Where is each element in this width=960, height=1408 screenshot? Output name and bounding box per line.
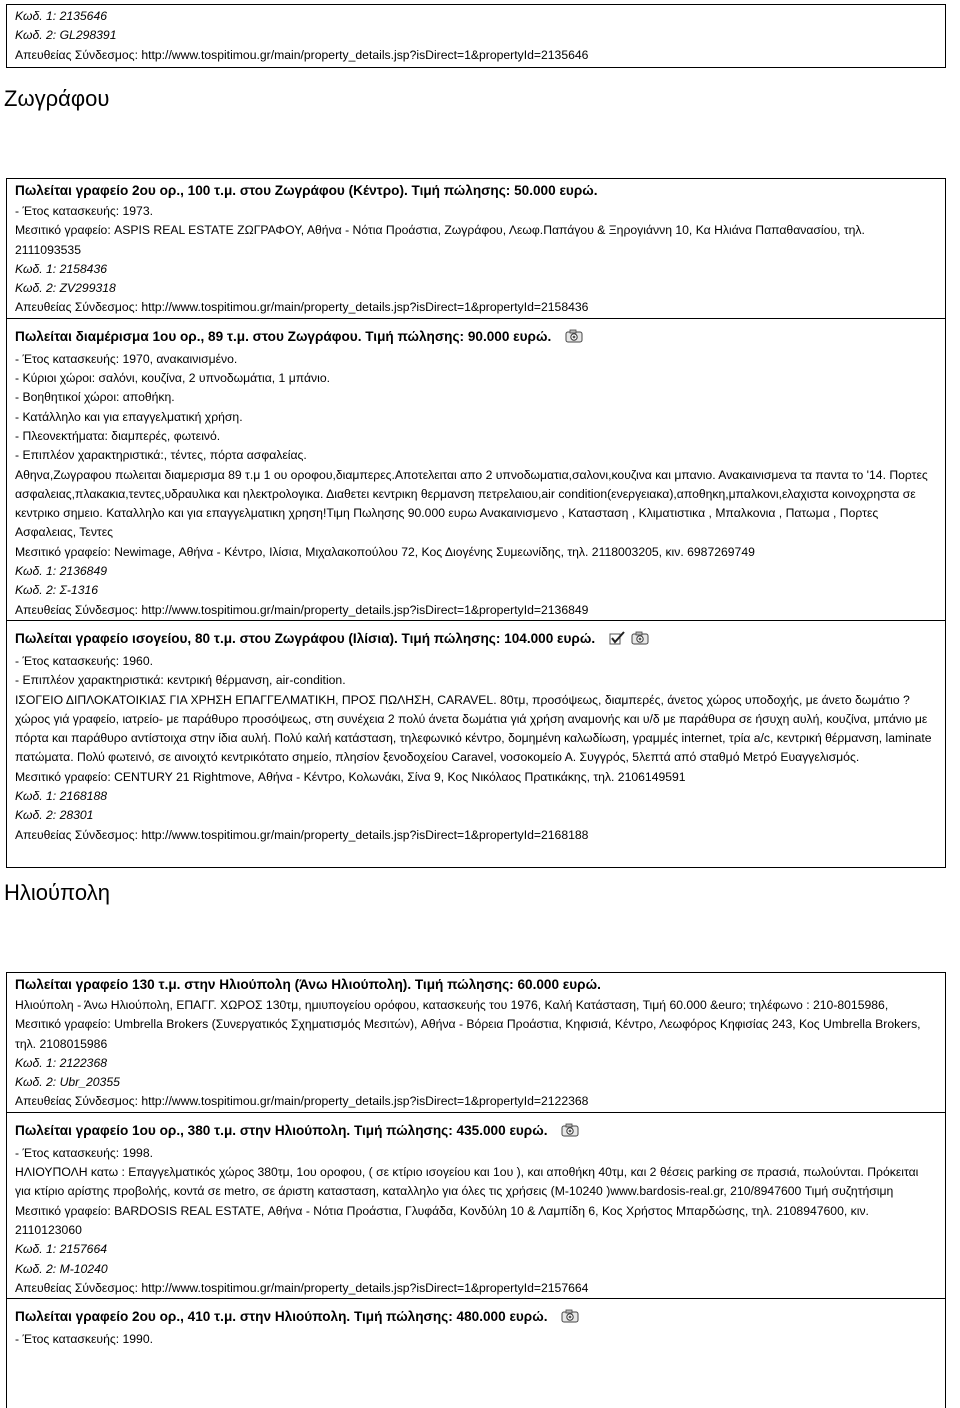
listing-year: - Έτος κατασκευής: 1970, ανακαινισμένο.: [15, 351, 238, 366]
direct-link[interactable]: Απευθείας Σύνδεσμος: http://www.tospitimou.gr/main/property_details.jsp?isDirect=1&propertyId=2122368: [15, 1094, 589, 1109]
camera-icon[interactable]: [565, 329, 583, 349]
camera-icon[interactable]: [561, 1309, 579, 1329]
checkmark-icon: [609, 631, 625, 651]
listing-year: - Έτος κατασκευής: 1998.: [15, 1145, 153, 1160]
listing-aux: - Βοηθητικοί χώροι: αποθήκη.: [15, 390, 175, 405]
section-heading-zografou: Ζωγράφου: [4, 86, 110, 111]
direct-link[interactable]: Απευθείας Σύνδεσμος: http://www.tospitimou.gr/main/property_details.jsp?isDirect=1&propertyId=2158436: [15, 300, 589, 315]
direct-link[interactable]: Απευθείας Σύνδεσμος: http://www.tospitimou.gr/main/property_details.jsp?isDirect=1&propertyId=2135646: [15, 47, 589, 62]
direct-link[interactable]: Απευθείας Σύνδεσμος: http://www.tospitimou.gr/main/property_details.jsp?isDirect=1&propertyId=2157664: [15, 1280, 589, 1295]
listing-extra: - Επιπλέον χαρακτηριστικά: κεντρική θέρμανση, air-condition.: [15, 673, 346, 688]
listing-top-fragment: [6, 4, 946, 68]
divider: [7, 1298, 945, 1299]
code-2: Κωδ. 2: ZV299318: [15, 281, 116, 296]
code-1: Κωδ. 1: 2135646: [15, 9, 108, 23]
listing-title: Πωλείται γραφείο 1ου ορ., 380 τ.μ. στην Ηλιούπολη. Τιμή πώλησης: 435.000 ευρώ.: [15, 1121, 937, 1143]
listing-description: ΗΛΙΟΥΠΟΛΗ κατω : Επαγγελματικός χώρος 380τμ, 1ου οροφου, ( σε κτίριο ισογείου και 1ου ), και αποθήκη 40τμ, και 2 θέσεις parking σε πρασιά, πωλούνται. Πρόκειται για κτίριο αρίστης προβολής, κοντά σε metro, σε άριστη κατασταση, καταλληλο για όλες τις χρήσεις (Μ-10240 )www.bardosis-real.gr, 210/8947600 Τιμή συζητήσιμη: [15, 1165, 919, 1199]
listing-year: - Έτος κατασκευής: 1960.: [15, 653, 153, 668]
divider: [7, 318, 945, 319]
listing-rooms: - Κύριοι χώροι: σαλόνι, κουζίνα, 2 υπνοδωμάτια, 1 μπάνιο.: [15, 371, 330, 386]
listing-title: Πωλείται γραφείο ισογείου, 80 τ.μ. στου Ζωγράφου (Ιλίσια). Τιμή πώλησης: 104.000 ευρώ.: [15, 629, 937, 651]
divider: [7, 620, 945, 621]
section-heading-ilioupoli: Ηλιούπολη: [4, 880, 110, 905]
listing-extra: - Επιπλέον χαρακτηριστικά:, τέντες, πόρτα ασφαλείας.: [15, 448, 307, 463]
listing-year: - Έτος κατασκευής: 1973.: [15, 204, 153, 218]
direct-link[interactable]: Απευθείας Σύνδεσμος: http://www.tospitimou.gr/main/property_details.jsp?isDirect=1&propertyId=2168188: [15, 827, 589, 842]
code-1: Κωδ. 1: 2136849: [15, 564, 108, 579]
code-1: Κωδ. 1: 2157664: [15, 1242, 108, 1257]
listing-pros: - Πλεονεκτήματα: διαμπερές, φωτεινό.: [15, 428, 221, 443]
listing-group-ilioupoli: [6, 972, 946, 1408]
direct-link[interactable]: Απευθείας Σύνδεσμος: http://www.tospitimou.gr/main/property_details.jsp?isDirect=1&propertyId=2136849: [15, 602, 589, 617]
listing-title: Πωλείται γραφείο 2ου ορ., 100 τ.μ. στου Ζωγράφου (Κέντρο). Τιμή πώλησης: 50.000 ευρώ.: [15, 183, 598, 198]
code-1: Κωδ. 1: 2168188: [15, 789, 108, 804]
listing-agent-phone: 2111093535: [15, 242, 81, 257]
divider: [7, 1112, 945, 1113]
listing-title: Πωλείται διαμέρισμα 1ου ορ., 89 τ.μ. στου Ζωγράφου. Τιμή πώλησης: 90.000 ευρώ.: [15, 327, 937, 349]
code-2: Κωδ. 2: 28301: [15, 808, 94, 823]
camera-icon[interactable]: [561, 1123, 579, 1143]
code-2: Κωδ. 2: Ubr_20355: [15, 1075, 120, 1090]
code-2: Κωδ. 2: Σ-1316: [15, 583, 99, 598]
listing-group-zografou: [6, 178, 946, 868]
listing-description: Αθηνα,Ζωγραφου πωλειται διαμερισμα 89 τ.μ 1 ου οροφου,διαμπερες.Αποτελειται απο 2 υπνοδωματια,σαλονι,κουζινα και μπανιο. Ανακαινισμενα τα παντα το '14. Πορτες ασφαλειας,πλακακια,τεντες,υδραυλικα και ηλεκτρολογικα. Διαθετει κεντρικη θερμανση πετρελαιου,air condition(ενεργειακα),αποθηκη,μπαλκονι,ελαχιστα κοινοχρηστα σε κεντρικο σημειο. Καταλληλο και για επαγγελματικη χρηση!Τιμη Πωλησης 90.000 ευρω Ανακαινισμενο , Κατασταση , Κλιματιστικα , Μπαλκονια , Πατωμα , Πορτες Ασφαλειας, Τεντες: [15, 467, 928, 540]
listing-agent: Μεσιτικό γραφείο: BARDOSIS REAL ESTATE, Αθήνα - Νότια Προάστια, Γλυφάδα, Κονδύλη 10 & Λαμπίδη 6, Κος Χρήστος Μπαρδώσης, τηλ. 2108947600, κιν. 2110123060: [15, 1203, 869, 1237]
camera-icon[interactable]: [631, 631, 649, 651]
listing-agent: Μεσιτικό γραφείο: Umbrella Brokers (Συνεργατικός Σχηματισμός Μεσιτών), Αθήνα - Βόρεια Προάστια, Κηφισιά, Κέντρο, Λεωφόρος Κηφισίας 243, Κος Umbrella Brokers, τηλ. 2108015986: [15, 1017, 921, 1051]
code-2: Κωδ. 2: M-10240: [15, 1261, 108, 1276]
code-2: Κωδ. 2: GL298391: [15, 28, 117, 43]
code-1: Κωδ. 1: 2122368: [15, 1055, 108, 1070]
listing-description: ΙΣΟΓΕΙΟ ΔΙΠΛΟΚΑΤΟΙΚΙΑΣ ΓΙΑ ΧΡΗΣΗ ΕΠΑΓΓΕΛΜΑΤΙΚΗ, ΠΡΟΣ ΠΩΛΗΣΗ, CARAVEL. 80τμ, προσόψεως, διαμπερές, άνετος χώρος υποδοχής, με άνετο δωμάτιο ?χώρος γιά γραφείο, ιατρείο- με παράθυρο προσόψεως, στη συνέχεια 2 πολύ άνετα δωμάτια γιά χρήση αναμονής και υ/δ με παράθυρα σε ήσυχη αυλή, κουζίνα, μπάνιο με πόρτα και παράθυρο αντίστοιχα στην ίδια αυλή. Πολύ καλή κατάσταση, τηλεφωνικό κέντρο, δομημένη καλωδίωση, γραμμές internet, τρία a/c, κεντρική θέρμανση, laminate πατώματα. Πολύ φωτεινό, σε αινοιχτό κεντρικότατο σημείο, πλησίον ξενοδοχείου Caravel, νοσοκομείο Α. Συγγρός, 5λεπτά από σταθμό Μετρό Ευαγγελισμός.: [15, 692, 932, 765]
listing-agent: Μεσιτικό γραφείο: Newimage, Αθήνα - Κέντρο, Ιλίσια, Μιχαλακοπούλου 72, Κος Διογένης Συμεωνίδης, τηλ. 2118003205, κιν. 6987269749: [15, 544, 755, 559]
listing-use: - Κατάλληλο και για επαγγελματική χρήση.: [15, 409, 243, 424]
listing-title: Πωλείται γραφείο 130 τ.μ. στην Ηλιούπολη (Άνω Ηλιούπολη). Τιμή πώλησης: 60.000 ευρώ.: [15, 977, 601, 992]
listing-agent: Μεσιτικό γραφείο: CENTURY 21 Rightmove, Αθήνα - Κέντρο, Κολωνάκι, Σίνα 9, Κος Νικόλαος Πρατικάκης, τηλ. 2106149591: [15, 769, 686, 784]
code-1: Κωδ. 1: 2158436: [15, 261, 108, 276]
listing-description: Ηλιούπολη - Άνω Ηλιούπολη, ΕΠΑΓΓ. ΧΩΡΟΣ 130τμ, ημιυπογείου ορόφου, κατασκευής του 1976, Καλή Κατάσταση, Τιμή 60.000 &euro; τηλέφωνο : 210-8015986,: [15, 998, 889, 1012]
listing-title: Πωλείται γραφείο 2ου ορ., 410 τ.μ. στην Ηλιούπολη. Τιμή πώλησης: 480.000 ευρώ.: [15, 1307, 937, 1329]
listing-agent: Μεσιτικό γραφείο: ASPIS REAL ESTATE ΖΩΓΡΑΦΟΥ, Αθήνα - Νότια Προάστια, Ζωγράφου, Λεωφ.Παπάγου & Ξηρογιάννη 10, Κα Ηλιάνα Παπαθανασίου, τηλ.: [15, 223, 865, 238]
listing-year: - Έτος κατασκευής: 1990.: [15, 1332, 153, 1347]
